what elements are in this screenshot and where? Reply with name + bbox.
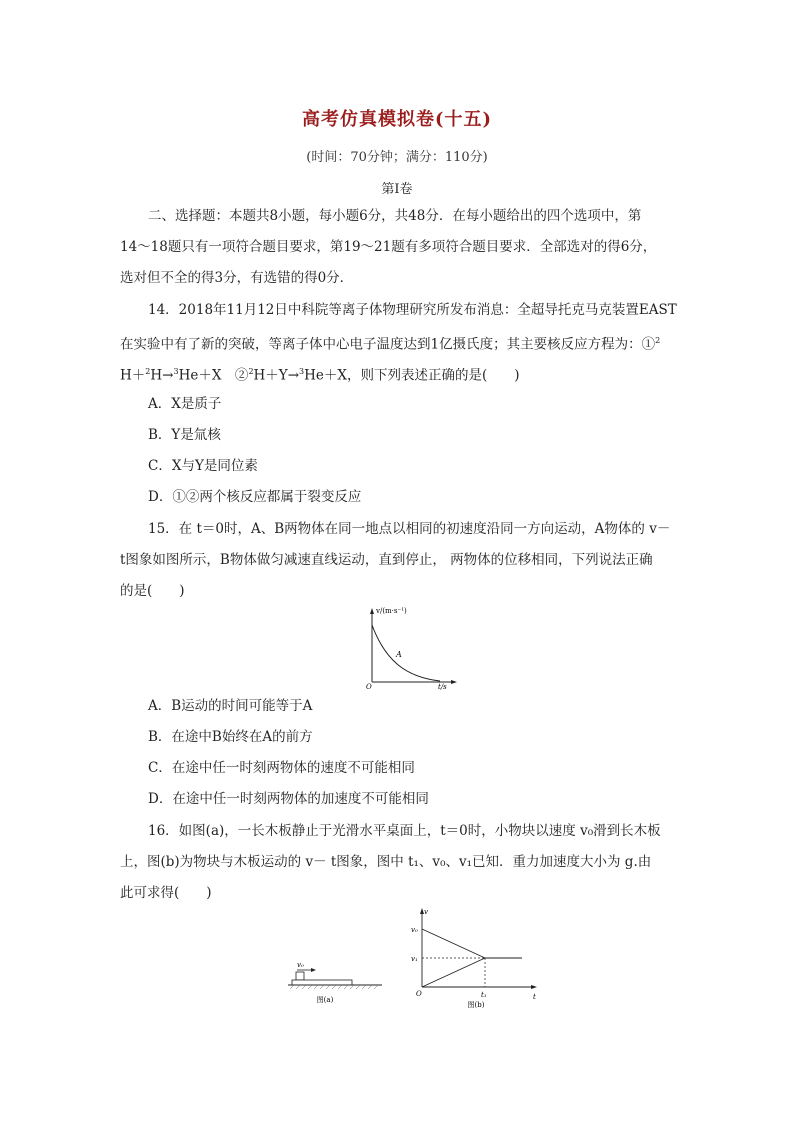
q15-x-label: t/s bbox=[438, 683, 447, 690]
q16-stem-line-3: 此可求得( ) bbox=[120, 885, 212, 901]
q15-stem-line-2: t图象如图所示，B物体做匀减速直线运动，直到停止， 两物体的位移相同，下列说法正确 bbox=[120, 552, 653, 568]
q15-option-c: C．在途中任一时刻两物体的速度不可能相同 bbox=[148, 760, 415, 776]
q16b-board-line bbox=[422, 958, 485, 987]
q16b-y-label: v bbox=[424, 908, 428, 916]
exam-info: (时间：70分钟；满分：110分) bbox=[306, 150, 488, 165]
q16b-v0-label: v₀ bbox=[411, 926, 418, 934]
q15-y-label: v/(m·s⁻¹) bbox=[376, 607, 407, 615]
q15-option-a: A．B运动的时间可能等于A bbox=[148, 698, 313, 714]
q15-origin: O bbox=[366, 683, 372, 690]
q14-option-a: A．X是质子 bbox=[148, 396, 222, 412]
q16a-block bbox=[296, 972, 304, 980]
section-instructions-line-3: 选对但不全的得3分，有选错的得0分． bbox=[120, 270, 354, 286]
q14-option-c: C．X与Y是同位素 bbox=[148, 458, 258, 474]
q15-curve-a bbox=[372, 625, 440, 681]
q16a-velocity-label: v₀ bbox=[297, 961, 304, 969]
q14-stem-line-3: H＋$^2$H→$^3$He＋X ②$^2$H＋Y→$^3$He＋X，则下列表述正确的是( ) bbox=[120, 367, 520, 384]
q16b-origin: O bbox=[416, 990, 422, 998]
q15-x-arrow bbox=[451, 680, 457, 684]
volume-heading: 第Ⅰ卷 bbox=[381, 182, 413, 197]
q16-stem-line-2: 上，图(b)为物块与木板运动的 v－ t图象，图中 t₁、v₀、v₁已知．重力加速度大小为 g.由 bbox=[120, 854, 652, 870]
q14-stem-line-2: 在实验中有了新的突破，等离子体中心电子温度达到1亿摄氏度；其主要核反应方程为：①$^2$ bbox=[120, 336, 661, 353]
page-title: 高考仿真模拟卷(十五) bbox=[301, 109, 493, 130]
q16b-t1-label: t₁ bbox=[481, 991, 487, 999]
q16b-v1-label: v₁ bbox=[411, 955, 418, 963]
section-instructions-line-1: 二、选择题：本题共8小题，每小题6分，共48分．在每小题给出的四个选项中，第 bbox=[148, 208, 642, 224]
q14-option-b: B．Y是氚核 bbox=[148, 427, 221, 443]
q15-option-d: D．在途中任一时刻两物体的加速度不可能相同 bbox=[148, 791, 429, 807]
q16a-caption: 图(a) bbox=[316, 996, 334, 1004]
q16a-board bbox=[292, 980, 352, 985]
q16b-block-line bbox=[422, 929, 485, 958]
q15-vt-graph bbox=[360, 605, 460, 690]
section-instructions-line-2: 14～18题只有一项符合题目要求，第19～21题有多项符合题目要求．全部选对的得6分， bbox=[120, 239, 657, 255]
q15-curve-label: A bbox=[396, 650, 402, 659]
q14-stem-line-1: 14．2018年11月12日中科院等离子体物理研究所发布消息：全超导托克马克装置EAST bbox=[148, 302, 677, 318]
q16b-x-arrow bbox=[531, 985, 537, 989]
q16a-hatching bbox=[290, 985, 378, 989]
q16b-caption: 图(b) bbox=[467, 1001, 485, 1009]
q16-stem-line-1: 16．如图(a)，一长木板静止于光滑水平桌面上，t＝0时，小物块以速度 v₀滑到长木板 bbox=[148, 823, 661, 839]
q14-option-d: D．①②两个核反应都属于裂变反应 bbox=[148, 489, 362, 505]
q15-stem-line-3: 的是( ) bbox=[120, 583, 185, 599]
q16a-arrowhead bbox=[311, 968, 316, 972]
q15-stem-line-1: 15．在 t＝0时，A、B两物体在同一地点以相同的初速度沿同一方向运动，A物体的 v－ bbox=[148, 521, 671, 537]
q16-figure-b bbox=[410, 905, 550, 1010]
q16-figure-a bbox=[285, 955, 385, 1010]
q15-option-b: B．在途中B始终在A的前方 bbox=[148, 729, 313, 745]
q16b-x-label: t bbox=[533, 993, 536, 1001]
q15-y-arrow bbox=[370, 608, 374, 614]
